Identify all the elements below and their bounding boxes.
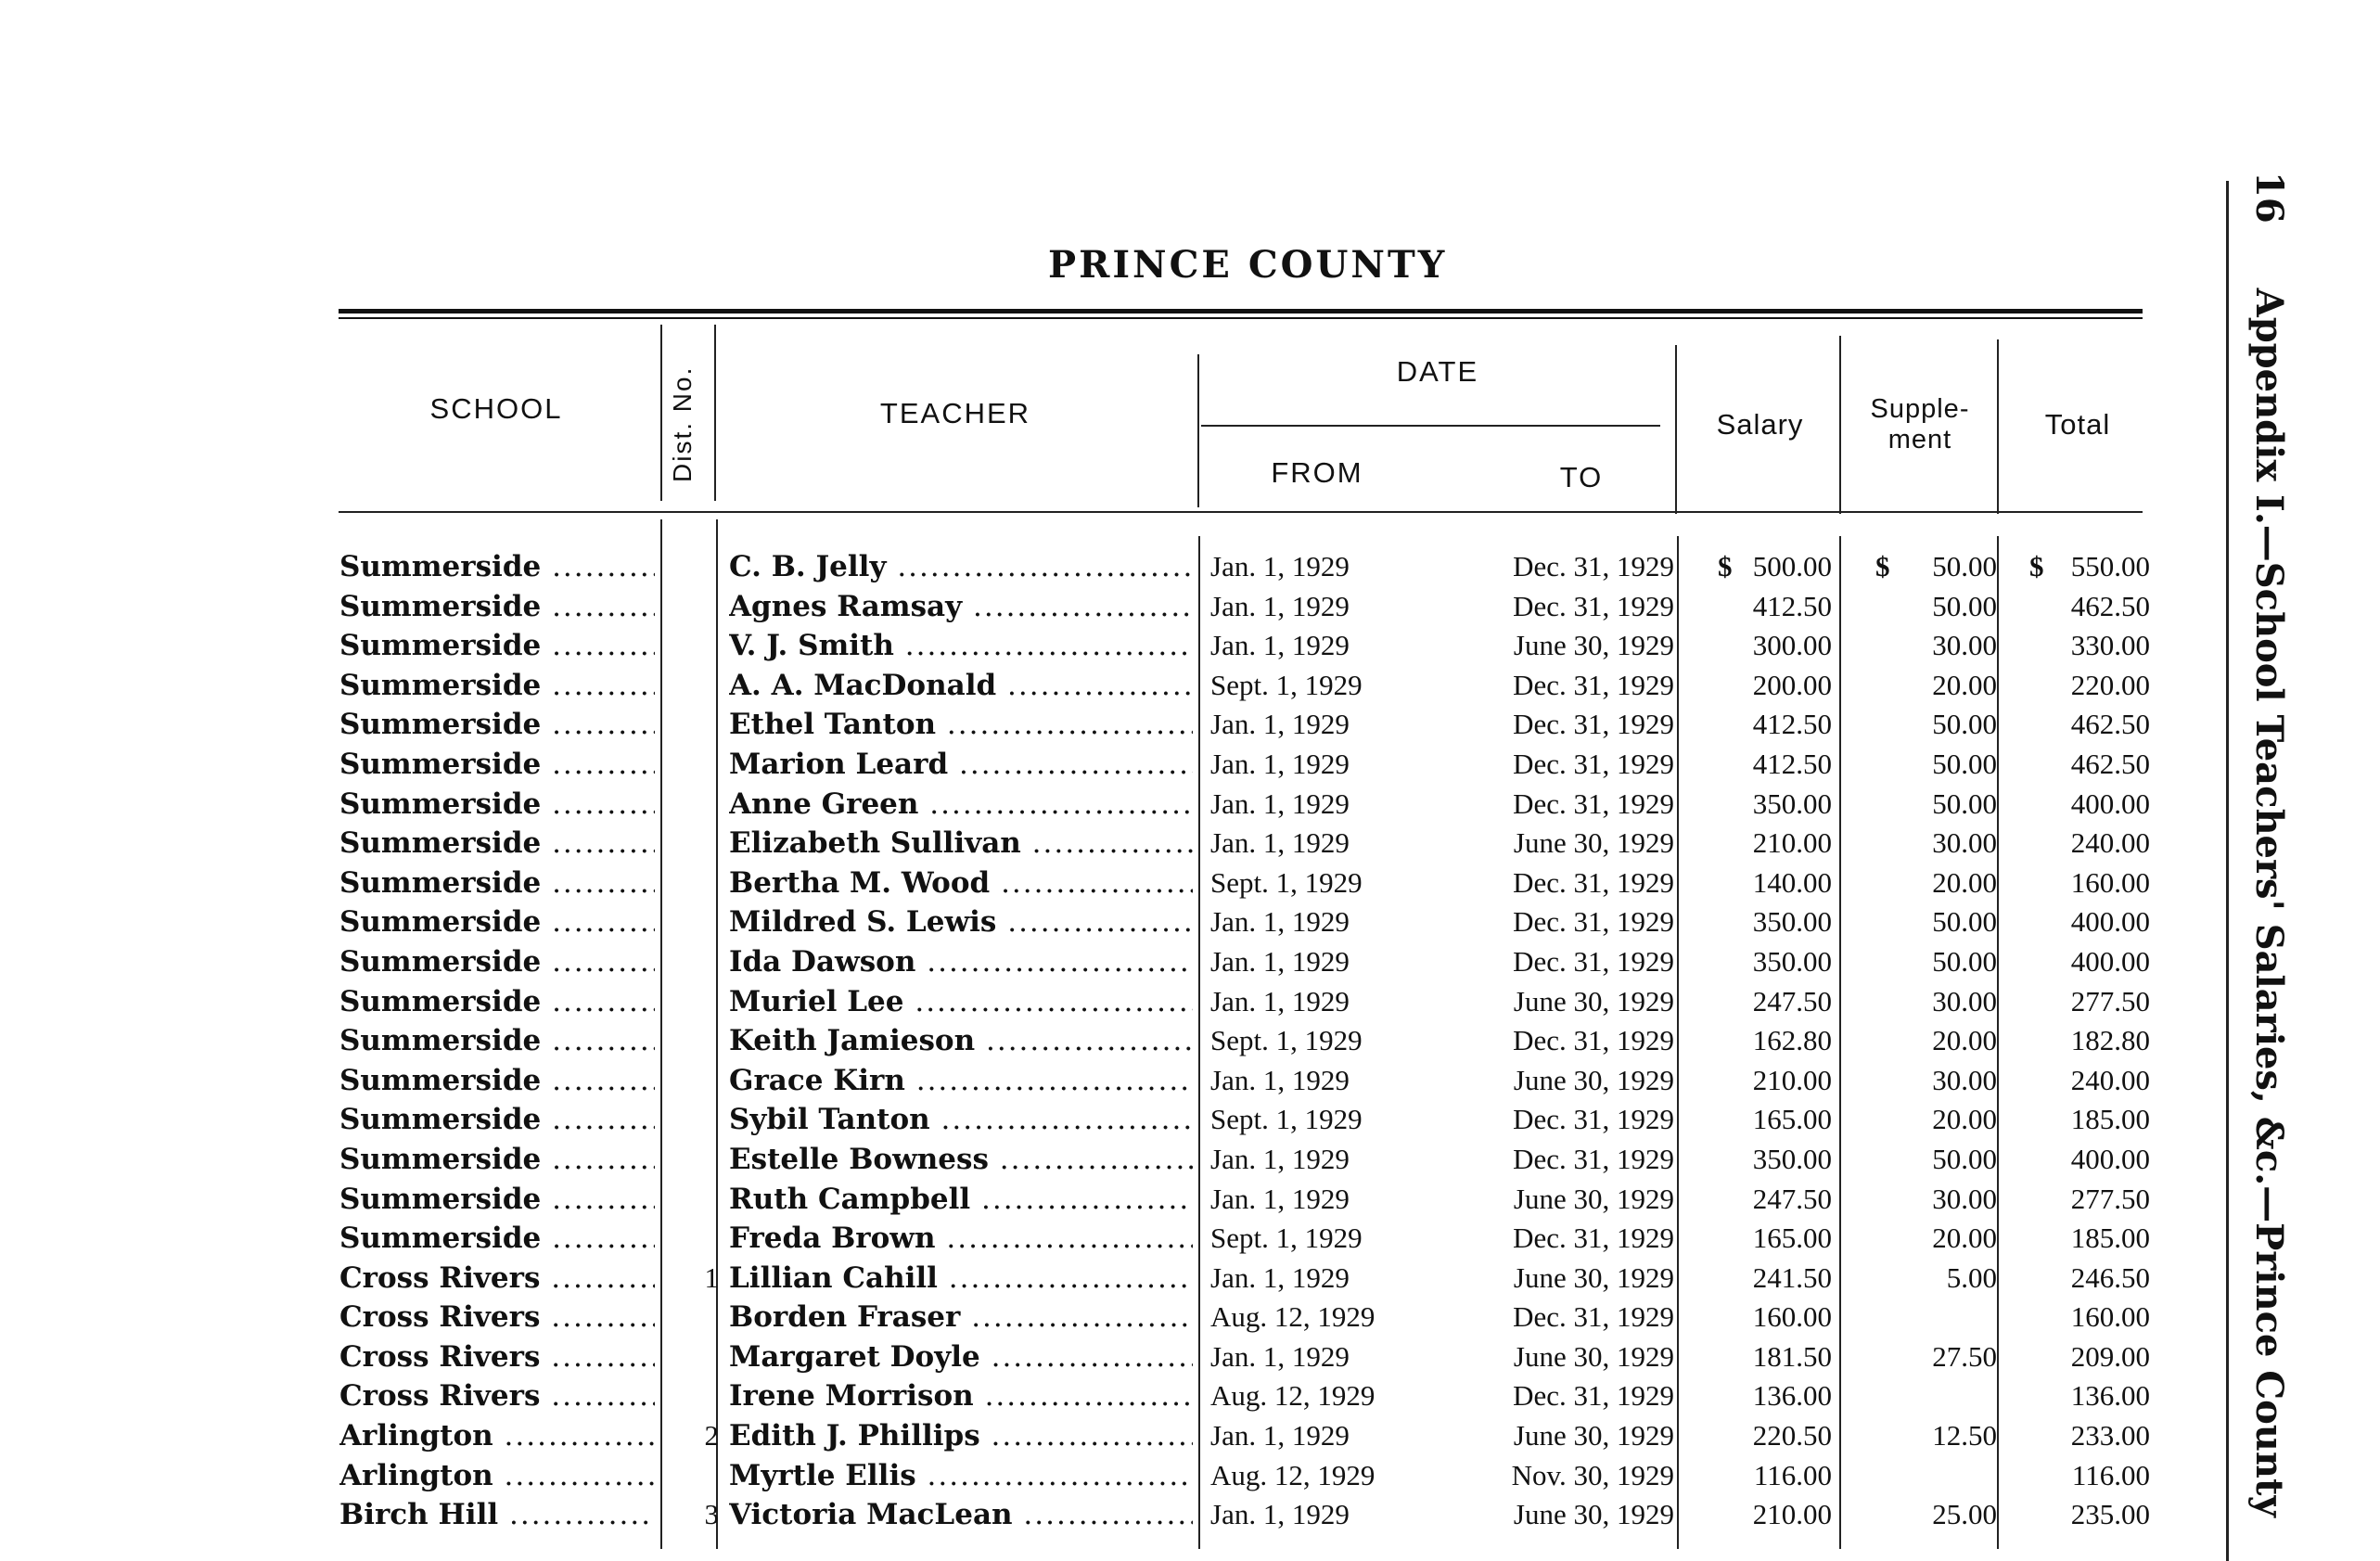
total-cell: 233.00 — [2070, 1419, 2150, 1452]
teacher-cell: Sybil Tanton ..... — [729, 1100, 1193, 1140]
date-to-cell: June 30, 1929 — [1513, 1260, 1674, 1294]
date-from-cell: Sept. 1, 1929 — [1210, 668, 1363, 701]
date-subrule — [1201, 425, 1660, 427]
supplement-cell: 30.00 — [1932, 1182, 1997, 1215]
teacher-cell: Edith J. Phillips ..... — [729, 1416, 1193, 1456]
col-divider — [1197, 354, 1199, 507]
date-from-cell: Jan. 1, 1929 — [1210, 1419, 1350, 1452]
salary-cell: 160.00 — [1752, 1300, 1832, 1334]
salary-cell: 210.00 — [1752, 826, 1832, 860]
total-cell: 160.00 — [2070, 865, 2150, 899]
school-cell: Arlington ..... — [339, 1456, 655, 1496]
date-to-cell: Dec. 31, 1929 — [1513, 589, 1674, 622]
date-to-cell: Dec. 31, 1929 — [1513, 1103, 1674, 1136]
date-from-cell: Jan. 1, 1929 — [1210, 1339, 1350, 1373]
salary-cell: 247.50 — [1752, 1182, 1832, 1215]
school-cell: Summerside ..... — [339, 626, 655, 666]
col-divider — [1839, 336, 1841, 514]
supplement-cell: 25.00 — [1932, 1498, 1997, 1531]
table-row — [0, 1219, 2380, 1259]
total-cell: 136.00 — [2070, 1379, 2150, 1413]
salary-cell: 241.50 — [1752, 1260, 1832, 1294]
total-cell: 185.00 — [2070, 1103, 2150, 1136]
salary-cell: 350.00 — [1752, 944, 1832, 978]
salary-cell: 220.50 — [1752, 1419, 1832, 1452]
date-from-cell: Jan. 1, 1929 — [1210, 1260, 1350, 1294]
date-from-cell: Sept. 1, 1929 — [1210, 1024, 1363, 1057]
salary-cell: 200.00 — [1752, 668, 1832, 701]
table-row — [0, 626, 2380, 666]
school-cell: Cross Rivers ..... — [339, 1298, 655, 1337]
school-cell: Birch Hill ..... — [339, 1495, 655, 1535]
teacher-cell: Ruth Campbell ..... — [729, 1180, 1193, 1220]
table-row — [0, 982, 2380, 1022]
total-cell: 462.50 — [2070, 747, 2150, 780]
date-to-cell: June 30, 1929 — [1513, 984, 1674, 1017]
date-to-cell: June 30, 1929 — [1513, 1063, 1674, 1096]
supplement-cell: 50.00 — [1932, 944, 1997, 978]
salary-cell: 181.50 — [1752, 1339, 1832, 1373]
date-from-cell: Aug. 12, 1929 — [1210, 1379, 1376, 1413]
teacher-cell: A. A. MacDonald ..... — [729, 666, 1193, 706]
salary-cell: 210.00 — [1752, 1063, 1832, 1096]
table-row — [0, 942, 2380, 982]
total-cell: 400.00 — [2070, 787, 2150, 820]
total-cell: 400.00 — [2070, 944, 2150, 978]
total-cell: 550.00 — [2070, 550, 2150, 582]
total-cell: 277.50 — [2070, 984, 2150, 1017]
date-to-cell: June 30, 1929 — [1513, 1419, 1674, 1452]
school-cell: Summerside ..... — [339, 785, 655, 825]
dist-no-cell: 3 — [704, 1498, 719, 1531]
teacher-cell: Lillian Cahill ..... — [729, 1259, 1193, 1299]
salary-cell: 350.00 — [1752, 905, 1832, 939]
school-cell: Summerside ..... — [339, 705, 655, 745]
salary-cell: 412.50 — [1752, 708, 1832, 741]
salary-cell: 412.50 — [1752, 589, 1832, 622]
date-to-cell: Dec. 31, 1929 — [1513, 550, 1674, 582]
top-double-rule-thin — [339, 317, 2143, 319]
supplement-cell: 20.00 — [1932, 865, 1997, 899]
table-row — [0, 1100, 2380, 1140]
teacher-cell: Ida Dawson ..... — [729, 942, 1193, 982]
teacher-cell: Bertha M. Wood ..... — [729, 864, 1193, 903]
date-to-cell: June 30, 1929 — [1513, 1182, 1674, 1215]
date-from-cell: Jan. 1, 1929 — [1210, 1182, 1350, 1215]
salary-cell: 350.00 — [1752, 1142, 1832, 1175]
teacher-cell: Muriel Lee ..... — [729, 982, 1193, 1022]
date-from-cell: Jan. 1, 1929 — [1210, 1142, 1350, 1175]
teacher-cell: Margaret Doyle ..... — [729, 1337, 1193, 1377]
school-cell: Summerside ..... — [339, 745, 655, 785]
date-to-cell: Dec. 31, 1929 — [1513, 708, 1674, 741]
header-teacher: TEACHER — [879, 397, 1031, 429]
total-cell: 462.50 — [2070, 589, 2150, 622]
page-number: 16 — [2247, 172, 2291, 224]
table-row — [0, 1180, 2380, 1220]
table-row — [0, 1259, 2380, 1299]
table-row — [0, 547, 2380, 587]
school-cell: Summerside ..... — [339, 902, 655, 942]
date-from-cell: Jan. 1, 1929 — [1210, 589, 1350, 622]
total-cell: 185.00 — [2070, 1222, 2150, 1255]
date-to-cell: Dec. 31, 1929 — [1513, 787, 1674, 820]
salary-cell: 412.50 — [1752, 747, 1832, 780]
teacher-cell: Ethel Tanton ..... — [729, 705, 1193, 745]
total-cell: 182.80 — [2070, 1024, 2150, 1057]
table-row — [0, 824, 2380, 864]
supplement-cell: 30.00 — [1932, 984, 1997, 1017]
total-cell: 400.00 — [2070, 905, 2150, 939]
salary-cell: 500.00 — [1752, 550, 1832, 582]
school-cell: Summerside ..... — [339, 824, 655, 864]
total-cell: 240.00 — [2070, 826, 2150, 860]
teacher-cell: Borden Fraser ..... — [729, 1298, 1193, 1337]
page-edge-rule — [2226, 181, 2229, 1561]
supplement-cell: 20.00 — [1932, 1103, 1997, 1136]
col-divider — [1675, 345, 1677, 514]
salary-cell: 136.00 — [1752, 1379, 1832, 1413]
header-supplement: Supple- ment — [1870, 394, 1970, 454]
header-salary: Salary — [1716, 408, 1804, 441]
col-divider — [714, 325, 716, 501]
date-to-cell: June 30, 1929 — [1513, 826, 1674, 860]
date-to-cell: June 30, 1929 — [1513, 1339, 1674, 1373]
table-row — [0, 745, 2380, 785]
date-to-cell: Dec. 31, 1929 — [1513, 905, 1674, 939]
running-title-text: Appendix I.—School Teachers' Salaries, &c.—Prince County — [2247, 288, 2291, 1517]
table-row — [0, 1061, 2380, 1101]
supplement-cell: 30.00 — [1932, 1063, 1997, 1096]
school-cell: Summerside ..... — [339, 1021, 655, 1061]
supplement-cell: 27.50 — [1932, 1339, 1997, 1373]
school-cell: Summerside ..... — [339, 587, 655, 627]
teacher-cell: Grace Kirn ..... — [729, 1061, 1193, 1101]
supplement-cell: 50.00 — [1932, 747, 1997, 780]
date-from-cell: Aug. 12, 1929 — [1210, 1458, 1376, 1491]
salary-cell: 350.00 — [1752, 787, 1832, 820]
date-to-cell: Dec. 31, 1929 — [1513, 1222, 1674, 1255]
date-from-cell: Jan. 1, 1929 — [1210, 1498, 1350, 1531]
date-from-cell: Jan. 1, 1929 — [1210, 629, 1350, 662]
salary-cell: 162.80 — [1752, 1024, 1832, 1057]
supplement-cell: 50.00 — [1932, 905, 1997, 939]
table-row — [0, 587, 2380, 627]
teacher-cell: Myrtle Ellis ..... — [729, 1456, 1193, 1496]
header-date: DATE — [1396, 355, 1479, 388]
table-row — [0, 1376, 2380, 1416]
header-school: SCHOOL — [429, 392, 563, 425]
date-from-cell: Sept. 1, 1929 — [1210, 1222, 1363, 1255]
header-total: Total — [2044, 408, 2111, 441]
col-divider — [1997, 339, 1999, 514]
date-to-cell: Dec. 31, 1929 — [1513, 1300, 1674, 1334]
salary-cell: 247.50 — [1752, 984, 1832, 1017]
dist-no-cell: 1 — [704, 1260, 719, 1294]
school-cell: Summerside ..... — [339, 1100, 655, 1140]
supplement-cell: 20.00 — [1932, 1024, 1997, 1057]
date-from-cell: Jan. 1, 1929 — [1210, 1063, 1350, 1096]
date-to-cell: Dec. 31, 1929 — [1513, 668, 1674, 701]
date-from-cell: Sept. 1, 1929 — [1210, 865, 1363, 899]
supplement-cell: 50.00 — [1932, 787, 1997, 820]
date-to-cell: Dec. 31, 1929 — [1513, 1379, 1674, 1413]
supplement-cell: 30.00 — [1932, 629, 1997, 662]
table-row — [0, 1495, 2380, 1535]
school-cell: Summerside ..... — [339, 1219, 655, 1259]
total-cell: 240.00 — [2070, 1063, 2150, 1096]
header-to: TO — [1559, 461, 1604, 493]
supplement-cell: 50.00 — [1932, 550, 1997, 582]
salary-table-body — [0, 547, 2380, 1535]
school-cell: Summerside ..... — [339, 1180, 655, 1220]
total-cell: 330.00 — [2070, 629, 2150, 662]
total-cell: 116.00 — [2071, 1458, 2150, 1491]
header-from: FROM — [1271, 456, 1363, 489]
date-from-cell: Jan. 1, 1929 — [1210, 747, 1350, 780]
date-from-cell: Aug. 12, 1929 — [1210, 1300, 1376, 1334]
date-to-cell: Dec. 31, 1929 — [1513, 1024, 1674, 1057]
date-to-cell: June 30, 1929 — [1513, 1498, 1674, 1531]
date-to-cell: Nov. 30, 1929 — [1511, 1458, 1674, 1491]
table-row — [0, 1298, 2380, 1337]
school-cell: Cross Rivers ..... — [339, 1259, 655, 1299]
date-from-cell: Jan. 1, 1929 — [1210, 826, 1350, 860]
school-cell: Summerside ..... — [339, 1140, 655, 1180]
salary-cell: 140.00 — [1752, 865, 1832, 899]
table-row — [0, 666, 2380, 706]
running-title — [2247, 172, 2291, 1516]
table-row — [0, 1456, 2380, 1496]
total-dollar-sign: $ — [2029, 550, 2044, 582]
school-cell: Summerside ..... — [339, 864, 655, 903]
supplement-cell: 50.00 — [1932, 589, 1997, 622]
date-from-cell: Jan. 1, 1929 — [1210, 787, 1350, 820]
school-cell: Cross Rivers ..... — [339, 1376, 655, 1416]
table-row — [0, 1021, 2380, 1061]
dist-no-cell: 2 — [704, 1419, 719, 1452]
date-to-cell: June 30, 1929 — [1513, 629, 1674, 662]
total-cell: 160.00 — [2070, 1300, 2150, 1334]
table-row — [0, 705, 2380, 745]
page-title: PRINCE COUNTY — [1048, 243, 1448, 287]
supplement-cell: 12.50 — [1932, 1419, 1997, 1452]
date-from-cell: Jan. 1, 1929 — [1210, 984, 1350, 1017]
total-cell: 220.00 — [2070, 668, 2150, 701]
salary-cell: 300.00 — [1752, 629, 1832, 662]
salary-cell: 165.00 — [1752, 1103, 1832, 1136]
date-to-cell: Dec. 31, 1929 — [1513, 1142, 1674, 1175]
supplement-cell: 20.00 — [1932, 668, 1997, 701]
header-bottom-rule — [339, 511, 2143, 513]
table-row — [0, 1337, 2380, 1377]
teacher-cell: Estelle Bowness ..... — [729, 1140, 1193, 1180]
teacher-cell: V. J. Smith ..... — [729, 626, 1193, 666]
teacher-cell: Irene Morrison ..... — [729, 1376, 1193, 1416]
table-row — [0, 864, 2380, 903]
top-double-rule — [339, 309, 2143, 313]
table-row — [0, 1140, 2380, 1180]
total-cell: 400.00 — [2070, 1142, 2150, 1175]
date-from-cell: Jan. 1, 1929 — [1210, 708, 1350, 741]
total-cell: 235.00 — [2070, 1498, 2150, 1531]
table-row — [0, 902, 2380, 942]
total-cell: 209.00 — [2070, 1339, 2150, 1373]
date-to-cell: Dec. 31, 1929 — [1513, 747, 1674, 780]
table-row — [0, 1416, 2380, 1456]
teacher-cell: C. B. Jelly ..... — [729, 547, 1193, 587]
school-cell: Summerside ..... — [339, 982, 655, 1022]
salary-cell: 165.00 — [1752, 1222, 1832, 1255]
school-cell: Summerside ..... — [339, 666, 655, 706]
school-cell: Summerside ..... — [339, 942, 655, 982]
total-cell: 246.50 — [2070, 1260, 2150, 1294]
teacher-cell: Elizabeth Sullivan ..... — [729, 824, 1193, 864]
total-cell: 277.50 — [2070, 1182, 2150, 1215]
school-cell: Cross Rivers ..... — [339, 1337, 655, 1377]
date-to-cell: Dec. 31, 1929 — [1513, 944, 1674, 978]
date-from-cell: Sept. 1, 1929 — [1210, 1103, 1363, 1136]
supplement-cell: 5.00 — [1946, 1260, 1997, 1294]
header-dist-no: Dist. No. — [668, 365, 697, 482]
school-cell: Summerside ..... — [339, 1061, 655, 1101]
date-from-cell: Jan. 1, 1929 — [1210, 905, 1350, 939]
table-row — [0, 785, 2380, 825]
supplement-dollar-sign: $ — [1875, 550, 1890, 582]
teacher-cell: Freda Brown ..... — [729, 1219, 1193, 1259]
teacher-cell: Marion Leard ..... — [729, 745, 1193, 785]
teacher-cell: Anne Green ..... — [729, 785, 1193, 825]
salary-cell: 210.00 — [1752, 1498, 1832, 1531]
teacher-cell: Mildred S. Lewis ..... — [729, 902, 1193, 942]
date-from-cell: Jan. 1, 1929 — [1210, 550, 1350, 582]
school-cell: Summerside ..... — [339, 547, 655, 587]
total-cell: 462.50 — [2070, 708, 2150, 741]
supplement-cell: 50.00 — [1932, 708, 1997, 741]
date-to-cell: Dec. 31, 1929 — [1513, 865, 1674, 899]
school-cell: Arlington ..... — [339, 1416, 655, 1456]
supplement-cell: 50.00 — [1932, 1142, 1997, 1175]
teacher-cell: Agnes Ramsay ..... — [729, 587, 1193, 627]
salary-cell: 116.00 — [1753, 1458, 1832, 1491]
supplement-cell: 30.00 — [1932, 826, 1997, 860]
supplement-cell: 20.00 — [1932, 1222, 1997, 1255]
teacher-cell: Victoria MacLean ..... — [729, 1495, 1193, 1535]
teacher-cell: Keith Jamieson ..... — [729, 1021, 1193, 1061]
col-divider — [660, 325, 662, 501]
salary-dollar-sign: $ — [1718, 550, 1733, 582]
date-from-cell: Jan. 1, 1929 — [1210, 944, 1350, 978]
